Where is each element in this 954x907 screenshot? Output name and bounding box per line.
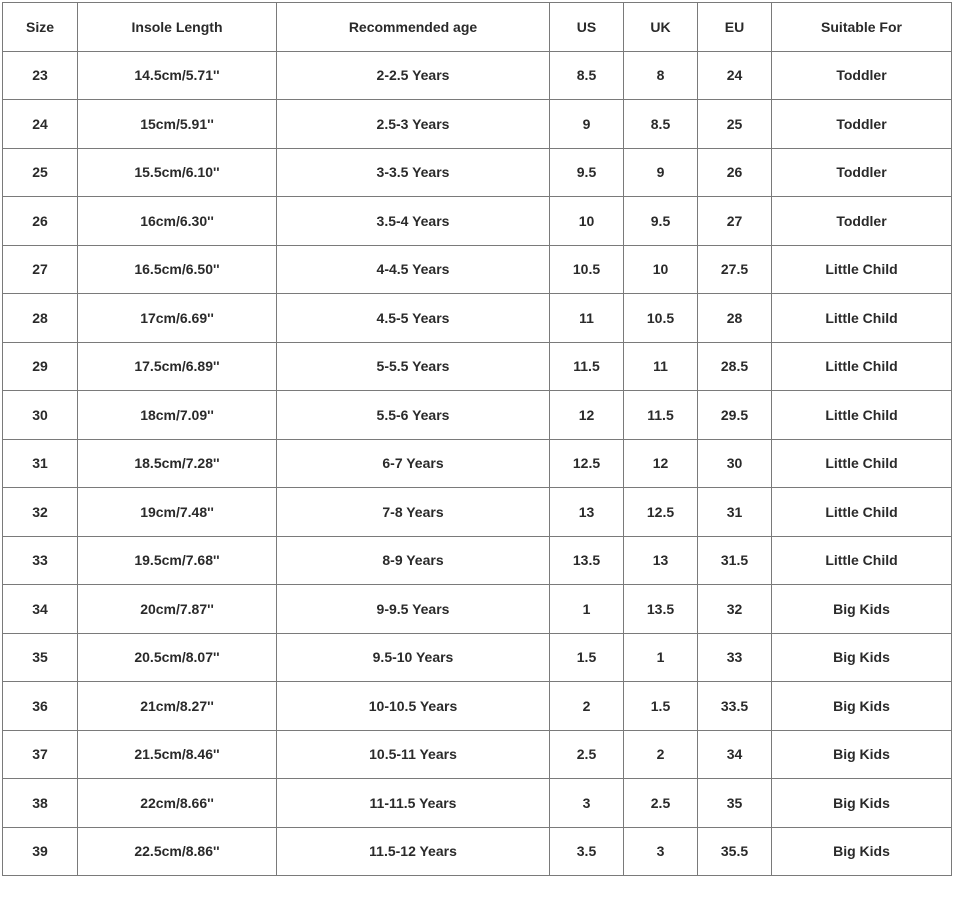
table-cell-eu: 29.5 [698, 391, 772, 440]
table-cell-insole-length: 18cm/7.09'' [78, 391, 277, 440]
table-cell-suitable-for: Big Kids [772, 585, 952, 634]
table-cell-uk: 2 [624, 730, 698, 779]
table-cell-recommended-age: 11.5-12 Years [277, 827, 550, 876]
table-cell-us: 2.5 [550, 730, 624, 779]
table-cell-uk: 3 [624, 827, 698, 876]
table-cell-suitable-for: Toddler [772, 100, 952, 149]
table-cell-suitable-for: Big Kids [772, 682, 952, 731]
table-cell-recommended-age: 2-2.5 Years [277, 51, 550, 100]
table-cell-insole-length: 17.5cm/6.89'' [78, 342, 277, 391]
table-row [3, 342, 952, 391]
table-cell-suitable-for: Big Kids [772, 730, 952, 779]
table-cell-recommended-age: 2.5-3 Years [277, 100, 550, 149]
table-cell-recommended-age: 3-3.5 Years [277, 148, 550, 197]
table-cell-uk: 13 [624, 536, 698, 585]
table-cell-eu: 32 [698, 585, 772, 634]
table-cell-insole-length: 18.5cm/7.28'' [78, 439, 277, 488]
table-cell-insole-length: 20.5cm/8.07'' [78, 633, 277, 682]
table-cell-us: 8.5 [550, 51, 624, 100]
table-cell-us: 11.5 [550, 342, 624, 391]
table-cell-eu: 27.5 [698, 245, 772, 294]
table-cell-recommended-age: 10-10.5 Years [277, 682, 550, 731]
table-cell-size: 26 [3, 197, 78, 246]
table-cell-suitable-for: Little Child [772, 342, 952, 391]
table-cell-recommended-age: 8-9 Years [277, 536, 550, 585]
table-cell-eu: 24 [698, 51, 772, 100]
table-row [3, 51, 952, 100]
table-cell-eu: 33 [698, 633, 772, 682]
column-header-recommended-age: Recommended age [277, 3, 550, 52]
table-cell-us: 3.5 [550, 827, 624, 876]
table-cell-insole-length: 15.5cm/6.10'' [78, 148, 277, 197]
table-cell-recommended-age: 10.5-11 Years [277, 730, 550, 779]
table-cell-insole-length: 20cm/7.87'' [78, 585, 277, 634]
table-cell-insole-length: 19cm/7.48'' [78, 488, 277, 537]
column-header-uk: UK [624, 3, 698, 52]
table-cell-eu: 28 [698, 294, 772, 343]
table-cell-us: 9 [550, 100, 624, 149]
table-cell-uk: 12 [624, 439, 698, 488]
table-cell-us: 10 [550, 197, 624, 246]
table-cell-eu: 25 [698, 100, 772, 149]
column-header-eu: EU [698, 3, 772, 52]
table-cell-size: 32 [3, 488, 78, 537]
table-row [3, 100, 952, 149]
table-cell-eu: 31.5 [698, 536, 772, 585]
table-cell-eu: 30 [698, 439, 772, 488]
table-cell-eu: 33.5 [698, 682, 772, 731]
column-header-size: Size [3, 3, 78, 52]
header-row [3, 3, 952, 52]
table-cell-insole-length: 22.5cm/8.86'' [78, 827, 277, 876]
table-cell-uk: 1.5 [624, 682, 698, 731]
table-cell-uk: 11.5 [624, 391, 698, 440]
table-cell-insole-length: 16.5cm/6.50'' [78, 245, 277, 294]
table-cell-eu: 26 [698, 148, 772, 197]
table-cell-recommended-age: 5.5-6 Years [277, 391, 550, 440]
table-cell-uk: 10.5 [624, 294, 698, 343]
table-cell-insole-length: 22cm/8.66'' [78, 779, 277, 828]
table-cell-size: 33 [3, 536, 78, 585]
table-cell-us: 1 [550, 585, 624, 634]
table-cell-size: 38 [3, 779, 78, 828]
table-cell-us: 13 [550, 488, 624, 537]
table-cell-size: 30 [3, 391, 78, 440]
table-cell-uk: 9 [624, 148, 698, 197]
table-row [3, 245, 952, 294]
table-row [3, 779, 952, 828]
table-row [3, 294, 952, 343]
table-cell-us: 3 [550, 779, 624, 828]
table-cell-insole-length: 19.5cm/7.68'' [78, 536, 277, 585]
table-cell-us: 13.5 [550, 536, 624, 585]
table-cell-insole-length: 21cm/8.27'' [78, 682, 277, 731]
table-cell-recommended-age: 9.5-10 Years [277, 633, 550, 682]
table-cell-suitable-for: Toddler [772, 148, 952, 197]
table-cell-uk: 1 [624, 633, 698, 682]
table-cell-suitable-for: Big Kids [772, 827, 952, 876]
table-cell-uk: 13.5 [624, 585, 698, 634]
table-row [3, 682, 952, 731]
table-cell-us: 1.5 [550, 633, 624, 682]
table-cell-uk: 12.5 [624, 488, 698, 537]
table-row [3, 633, 952, 682]
table-cell-size: 36 [3, 682, 78, 731]
size-chart-table [2, 2, 952, 876]
table-cell-suitable-for: Big Kids [772, 633, 952, 682]
table-row [3, 827, 952, 876]
table-cell-uk: 10 [624, 245, 698, 294]
table-cell-suitable-for: Little Child [772, 439, 952, 488]
table-row [3, 585, 952, 634]
table-cell-recommended-age: 4.5-5 Years [277, 294, 550, 343]
table-row [3, 730, 952, 779]
table-cell-recommended-age: 6-7 Years [277, 439, 550, 488]
table-cell-size: 31 [3, 439, 78, 488]
table-row [3, 488, 952, 537]
table-cell-suitable-for: Big Kids [772, 779, 952, 828]
table-cell-size: 24 [3, 100, 78, 149]
table-cell-recommended-age: 4-4.5 Years [277, 245, 550, 294]
table-cell-insole-length: 16cm/6.30'' [78, 197, 277, 246]
table-cell-us: 2 [550, 682, 624, 731]
table-cell-suitable-for: Little Child [772, 245, 952, 294]
table-cell-uk: 11 [624, 342, 698, 391]
table-cell-size: 28 [3, 294, 78, 343]
table-row [3, 391, 952, 440]
table-cell-eu: 28.5 [698, 342, 772, 391]
table-cell-eu: 27 [698, 197, 772, 246]
table-cell-recommended-age: 7-8 Years [277, 488, 550, 537]
table-cell-size: 39 [3, 827, 78, 876]
table-cell-recommended-age: 11-11.5 Years [277, 779, 550, 828]
table-header [3, 3, 952, 52]
table-cell-us: 9.5 [550, 148, 624, 197]
size-chart-container [2, 2, 954, 876]
table-cell-suitable-for: Toddler [772, 51, 952, 100]
table-cell-uk: 9.5 [624, 197, 698, 246]
table-cell-insole-length: 15cm/5.91'' [78, 100, 277, 149]
table-cell-size: 25 [3, 148, 78, 197]
table-body [3, 51, 952, 876]
table-cell-suitable-for: Little Child [772, 294, 952, 343]
table-cell-insole-length: 17cm/6.69'' [78, 294, 277, 343]
table-cell-recommended-age: 3.5-4 Years [277, 197, 550, 246]
column-header-suitable-for: Suitable For [772, 3, 952, 52]
table-row [3, 536, 952, 585]
table-cell-size: 34 [3, 585, 78, 634]
table-row [3, 148, 952, 197]
table-cell-us: 10.5 [550, 245, 624, 294]
table-cell-uk: 8 [624, 51, 698, 100]
table-cell-eu: 35 [698, 779, 772, 828]
table-cell-eu: 35.5 [698, 827, 772, 876]
table-cell-eu: 34 [698, 730, 772, 779]
table-row [3, 439, 952, 488]
table-cell-us: 12 [550, 391, 624, 440]
column-header-insole-length: Insole Length [78, 3, 277, 52]
table-cell-insole-length: 21.5cm/8.46'' [78, 730, 277, 779]
table-cell-insole-length: 14.5cm/5.71'' [78, 51, 277, 100]
table-cell-uk: 2.5 [624, 779, 698, 828]
table-cell-size: 37 [3, 730, 78, 779]
table-cell-suitable-for: Little Child [772, 391, 952, 440]
table-cell-eu: 31 [698, 488, 772, 537]
column-header-us: US [550, 3, 624, 52]
table-cell-uk: 8.5 [624, 100, 698, 149]
table-row [3, 197, 952, 246]
table-cell-size: 35 [3, 633, 78, 682]
table-cell-suitable-for: Little Child [772, 536, 952, 585]
table-cell-size: 27 [3, 245, 78, 294]
table-cell-size: 23 [3, 51, 78, 100]
table-cell-recommended-age: 9-9.5 Years [277, 585, 550, 634]
table-cell-size: 29 [3, 342, 78, 391]
table-cell-us: 11 [550, 294, 624, 343]
table-cell-suitable-for: Little Child [772, 488, 952, 537]
table-cell-us: 12.5 [550, 439, 624, 488]
table-cell-suitable-for: Toddler [772, 197, 952, 246]
table-cell-recommended-age: 5-5.5 Years [277, 342, 550, 391]
